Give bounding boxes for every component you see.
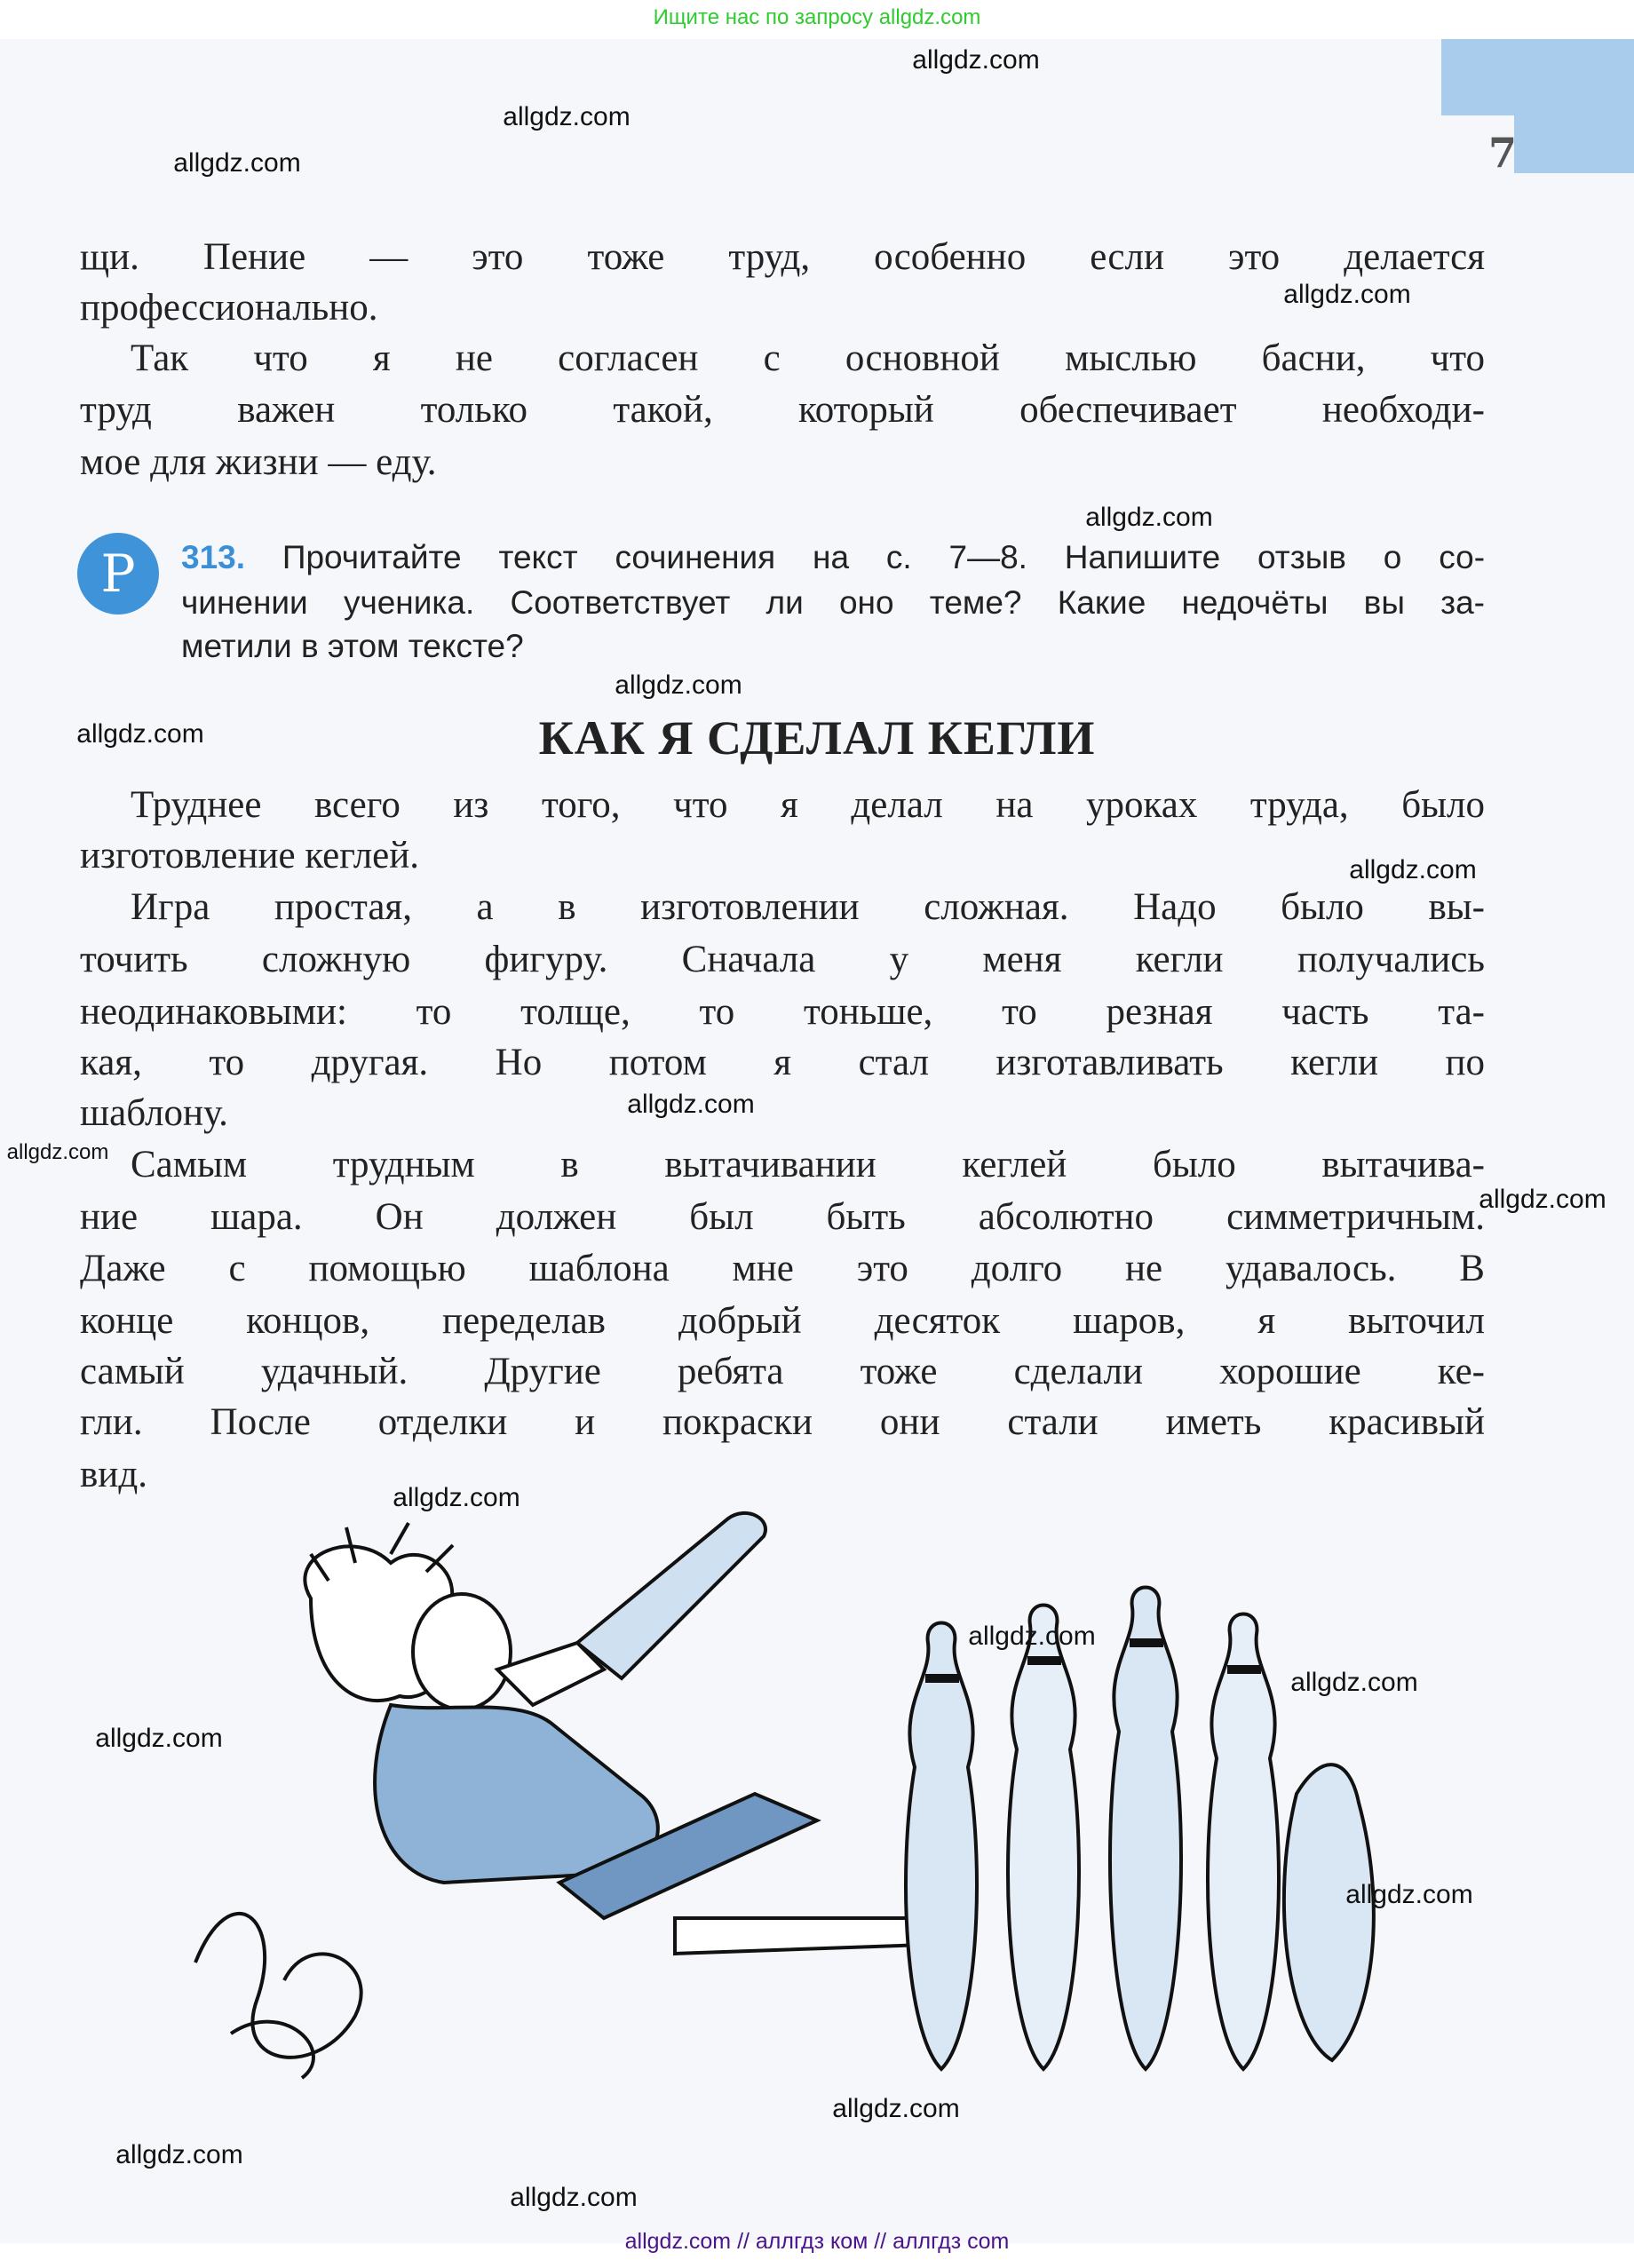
essay-title: КАК Я СДЕЛАЛ КЕГЛИ [538, 711, 1096, 765]
watermark: allgdz.com [1283, 280, 1411, 309]
top-banner: Ищите нас по запросу allgdz.com [653, 5, 981, 29]
text-line: профессионально. [80, 287, 378, 329]
watermark: allgdz.com [173, 148, 301, 178]
essay-line: точить сложную фигуру. Сначала у меня кегли получались [80, 939, 1485, 980]
essay-line: самый удачный. Другие ребята тоже сделали хорошие ке- [80, 1351, 1485, 1392]
bottom-banner: allgdz.com // аллгдз ком // аллгдз com [624, 2229, 1010, 2254]
essay-line: Даже с помощью шаблона мне это долго не удавалось. В [80, 1248, 1485, 1289]
watermark: allgdz.com [115, 2140, 243, 2169]
exercise-line: метили в этом тексте? [181, 628, 524, 664]
essay-line: неодинаковыми: то толще, то тоньше, то резная часть та- [80, 991, 1485, 1033]
watermark: allgdz.com [95, 1724, 223, 1753]
watermark: allgdz.com [968, 1622, 1096, 1651]
watermark: allgdz.com [6, 1140, 109, 1164]
watermark: allgdz.com [615, 670, 742, 700]
exercise-badge-icon: Р [77, 533, 159, 615]
watermark: allgdz.com [76, 719, 204, 749]
text-line: мое для жизни — еду. [80, 441, 437, 483]
essay-line: Игра простая, а в изготовлении сложная. Надо было вы- [131, 886, 1485, 928]
essay-line: изготовление кеглей. [80, 835, 420, 876]
watermark: allgdz.com [627, 1090, 755, 1119]
text-line: труд важен только такой, который обеспечивает необходи- [80, 389, 1485, 431]
essay-line: конце концов, переделав добрый десяток шаров, я выточил [80, 1300, 1485, 1342]
essay-line: Самым трудным в вытачивании кеглей было вытачива- [131, 1144, 1485, 1186]
essay-line: вид. [80, 1454, 147, 1495]
watermark: allgdz.com [393, 1483, 520, 1512]
watermark: allgdz.com [1345, 1880, 1473, 1909]
bowling-pins [906, 1588, 1374, 2070]
essay-line: Труднее всего из того, что я делал на уроках труда, было [131, 784, 1485, 826]
watermark: allgdz.com [1349, 855, 1477, 884]
exercise-text: Прочитайте текст сочинения на с. 7—8. Напишите отзыв о со- [282, 539, 1486, 575]
essay-line: ние шара. Он должен был быть абсолютно симметричным. [80, 1196, 1485, 1238]
essay-line: кая, то другая. Но потом я стал изготавливать кегли по [80, 1042, 1485, 1083]
text-line: Так что я не согласен с основной мыслью басни, что [131, 337, 1485, 379]
watermark: allgdz.com [1290, 1668, 1418, 1697]
exercise-number: 313. [181, 539, 246, 575]
text-line: щи. Пение — это тоже труд, особенно если это делается [80, 236, 1485, 278]
exercise-line [181, 537, 1485, 578]
watermark: allgdz.com [1479, 1185, 1606, 1214]
essay-line: шаблону. [80, 1092, 228, 1134]
watermark: allgdz.com [503, 102, 631, 131]
page-corner-tab-lower [1514, 115, 1634, 173]
watermark: allgdz.com [832, 2094, 960, 2123]
exercise-line: чинении ученика. Соответствует ли оно теме? Какие недочёты вы за- [181, 584, 1485, 621]
essay-line: гли. После отделки и покраски они стали иметь красивый [80, 1401, 1485, 1443]
page-corner-tab [1441, 39, 1634, 115]
page-number: 7 [1488, 129, 1518, 177]
boy-making-bowling-pins-illustration [178, 1501, 1394, 2091]
watermark: allgdz.com [510, 2183, 638, 2212]
watermark: allgdz.com [912, 45, 1040, 75]
watermark: allgdz.com [1085, 503, 1213, 532]
